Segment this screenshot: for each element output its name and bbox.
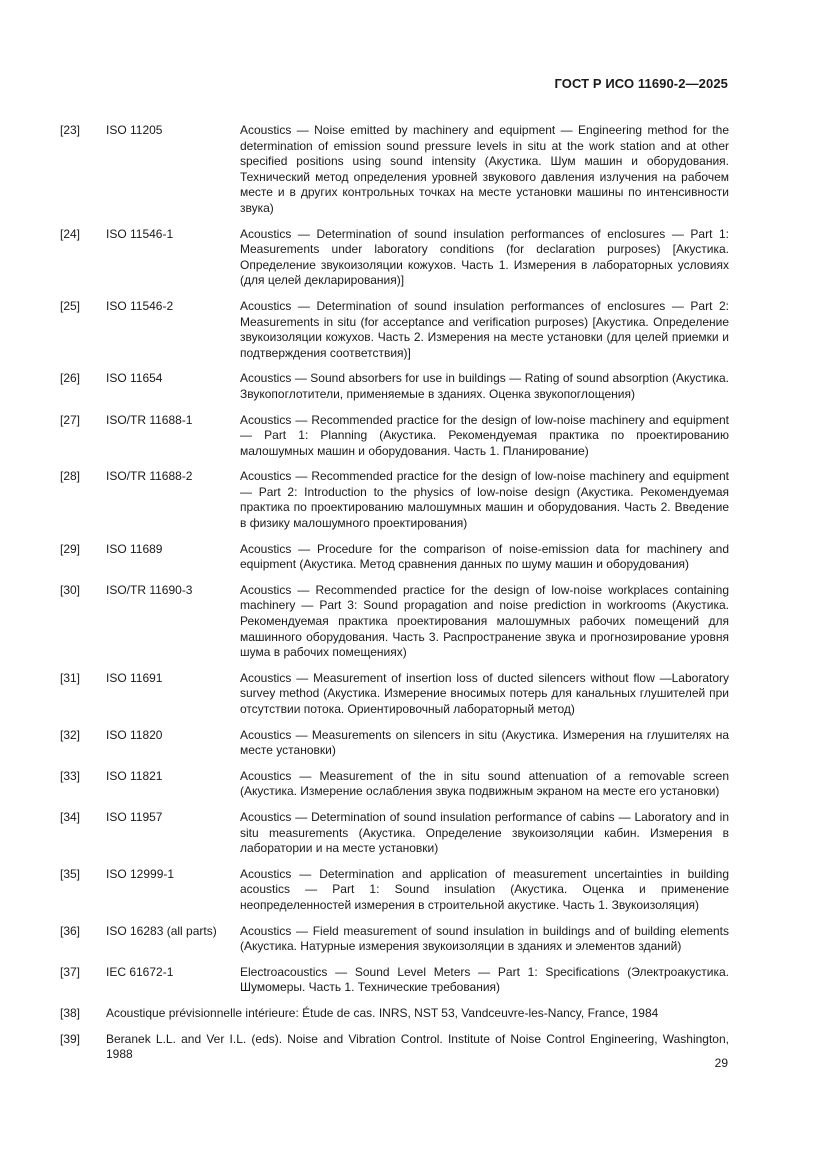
reference-text: Acoustics — Sound absorbers for use in buildings — Rating of sound absorption (Акустика. Звукопоглотители, применяемые в зданиях. Оценка звукопоглощения) bbox=[240, 371, 729, 401]
reference-number: [39] bbox=[60, 1031, 81, 1046]
reference-entry bbox=[60, 1006, 729, 1022]
reference-number: [27] bbox=[60, 412, 81, 427]
reference-number: [33] bbox=[60, 768, 81, 783]
reference-entry bbox=[60, 728, 729, 759]
reference-entry bbox=[60, 299, 729, 361]
reference-entry bbox=[60, 469, 729, 531]
reference-entry bbox=[60, 542, 729, 573]
reference-code: ISO 11546-2 bbox=[106, 298, 174, 313]
reference-number: [36] bbox=[60, 923, 81, 938]
reference-code: ISO/TR 11688-2 bbox=[106, 469, 193, 484]
reference-number: [37] bbox=[60, 964, 81, 979]
reference-entry bbox=[60, 1032, 729, 1063]
page-number: 29 bbox=[714, 1056, 728, 1070]
reference-text: Acoustics — Noise emitted by machinery and equipment — Engineering method for the determination of emission sound pressure levels in situ at the work station and at other specified positions using sound intensity (Акустика. Шум машин и оборудования. Технический метод определения уровней звукового давления излучения на рабочем месте и в других контрольных точках на месте установки машины по интенсивности звука) bbox=[240, 123, 729, 215]
reference-text: Acoustics — Measurement of insertion loss of ducted silencers without flow —Laboratory survey method (Акустика. Измерение вносимых потерь для канальных глушителей при отсутствии потока. Ориентировочный лабораторный метод) bbox=[240, 670, 729, 716]
reference-text: Acoustics — Recommended practice for the design of low-noise machinery and equipment — Part 1: Planning (Акустика. Рекомендуемая практика по проектированию малошумных машин и оборудования. Часть 1. Планирование) bbox=[240, 412, 729, 458]
reference-text: Beranek L.L. and Ver I.L. (eds). Noise and Vibration Control. Institute of Noise Control Engineering, Washington, 1988 bbox=[106, 1031, 729, 1062]
reference-number: [32] bbox=[60, 727, 81, 742]
reference-number: [35] bbox=[60, 866, 81, 881]
reference-text: Acoustics — Recommended practice for the design of low-noise machinery and equipment — Part 2: Introduction to the physics of low-noise design (Акустика. Рекомендуемая практика по проектированию малошумных машин и оборудования. Часть 2. Введение в физику малошумного проектирования) bbox=[240, 469, 729, 531]
reference-code: ISO 11820 bbox=[106, 727, 163, 742]
reference-code: ISO 11691 bbox=[106, 670, 163, 685]
reference-entry bbox=[60, 371, 729, 402]
bibliography-list bbox=[60, 123, 729, 1073]
reference-entry bbox=[60, 413, 729, 460]
reference-text: Acoustics — Determination of sound insulation performance of cabins — Laboratory and in situ measurements (Акустика. Определение звукоизоляции кабин. Измерения в лаборатории и на месте установки) bbox=[240, 809, 729, 856]
reference-entry bbox=[60, 671, 729, 718]
reference-code: ISO/TR 11690-3 bbox=[106, 582, 193, 597]
reference-entry bbox=[60, 769, 729, 800]
document-header: ГОСТ Р ИСО 11690-2—2025 bbox=[554, 76, 728, 91]
reference-entry bbox=[60, 583, 729, 661]
reference-text: Electroacoustics — Sound Level Meters — Part 1: Specifications (Электроакустика. Шумомеры. Часть 1. Технические требования) bbox=[240, 964, 729, 995]
reference-text: Acoustics — Determination of sound insulation performances of enclosures — Part 2: Measurements in situ (for acceptance and verification purposes) [Акустика. Определение звукоизоляции кожухов. Часть 2. Измерения на месте установки (для целей приемки и подтверждения соответствия)] bbox=[240, 298, 729, 360]
reference-text: Acoustics — Measurements on silencers in situ (Акустика. Измерения на глушителях на месте установки) bbox=[240, 727, 729, 758]
reference-code: ISO 11689 bbox=[106, 541, 163, 556]
reference-text: Acoustics — Procedure for the comparison of noise-emission data for machinery and equipment (Акустика. Метод сравнения данных по шуму машин и оборудования) bbox=[240, 541, 729, 572]
reference-text: Acoustics — Field measurement of sound insulation in buildings and of building elements (Акустика. Натурные измерения звукоизоляции в зданиях и элементов зданий) bbox=[240, 923, 729, 954]
reference-number: [26] bbox=[60, 371, 81, 386]
reference-code: ISO 11546-1 bbox=[106, 226, 174, 241]
reference-code: ISO 12999-1 bbox=[106, 866, 175, 881]
reference-text: Acoustics — Recommended practice for the design of low-noise workplaces containing machinery — Part 3: Sound propagation and noise prediction in workrooms (Акустика. Рекомендуемая практика проектирования малошумных рабочих помещений для машинного оборудования. Часть 3. Распространение звука и прогнозирование уровня шума в рабочих помещениях) bbox=[240, 582, 729, 660]
reference-text: Acoustics — Determination and application of measurement uncertainties in building acoustics — Part 1: Sound insulation (Акустика. Оценка и применение неопределенностей измерения в строительной акустике. Часть 1. Звукоизоляция) bbox=[240, 866, 729, 912]
reference-entry bbox=[60, 867, 729, 914]
reference-code: ISO 11957 bbox=[106, 809, 163, 824]
reference-text: Acoustics — Determination of sound insulation performances of enclosures — Part 1: Measurements under laboratory conditions (for declaration purposes) [Акустика. Определение звукоизоляции кожухов. Часть 1. Измерения в лабораторных условиях (для целей декларирования)] bbox=[240, 226, 729, 288]
reference-text: Acoustique prévisionnelle intérieure: Étude de cas. INRS, NST 53, Vandceuvre-les-Nancy, France, 1984 bbox=[106, 1005, 659, 1020]
reference-text: Acoustics — Measurement of the in situ sound attenuation of a removable screen (Акустика. Измерение ослабления звука подвижным экраном на месте его установки) bbox=[240, 768, 729, 799]
reference-number: [24] bbox=[60, 226, 81, 241]
reference-entry bbox=[60, 924, 729, 955]
reference-number: [29] bbox=[60, 541, 81, 556]
reference-code: IEC 61672-1 bbox=[106, 964, 174, 979]
reference-entry bbox=[60, 965, 729, 996]
reference-number: [31] bbox=[60, 670, 81, 685]
reference-code: ISO 11654 bbox=[106, 371, 163, 386]
reference-number: [28] bbox=[60, 469, 81, 484]
reference-entry bbox=[60, 810, 729, 857]
reference-number: [38] bbox=[60, 1005, 81, 1020]
reference-code: ISO 16283 (all parts) bbox=[106, 923, 217, 938]
reference-number: [30] bbox=[60, 582, 81, 597]
reference-entry bbox=[60, 123, 729, 217]
reference-number: [34] bbox=[60, 809, 81, 824]
reference-number: [25] bbox=[60, 298, 81, 313]
reference-code: ISO 11205 bbox=[106, 123, 163, 137]
reference-number: [23] bbox=[60, 123, 81, 137]
reference-code: ISO 11821 bbox=[106, 768, 163, 783]
reference-code: ISO/TR 11688-1 bbox=[106, 412, 193, 427]
reference-entry bbox=[60, 227, 729, 289]
